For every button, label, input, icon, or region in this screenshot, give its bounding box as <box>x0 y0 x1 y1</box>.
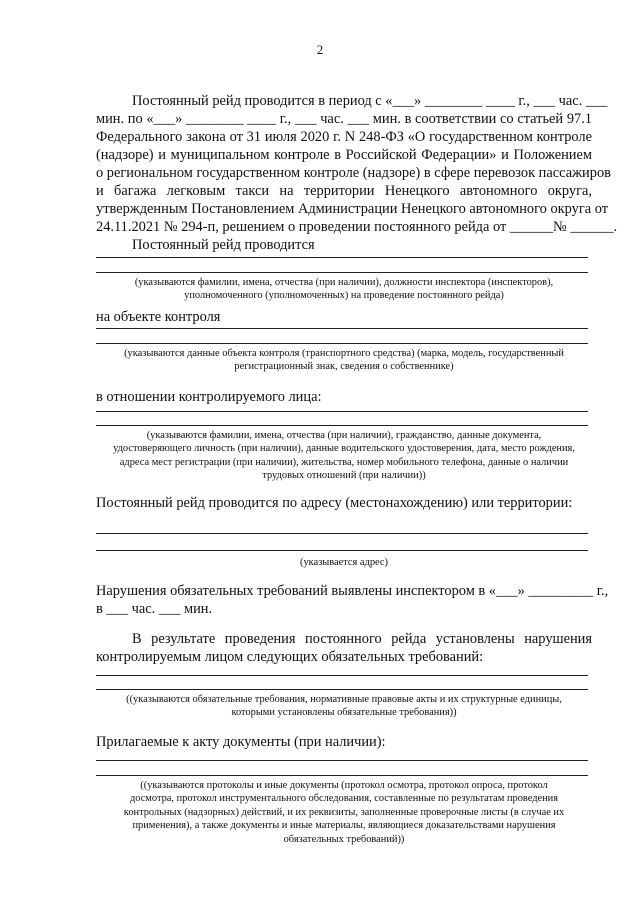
intro-line: мин. по «___» ________ ____ г., ___ час. ___ мин. в соответствии со статьей 97.1 <box>96 111 592 127</box>
object-label: на объекте контроля <box>96 309 221 325</box>
person-fill-line <box>96 411 588 412</box>
inspectors-fill-line <box>96 257 588 258</box>
attachments-fill-line <box>96 760 588 761</box>
violations-time-paragraph <box>96 582 609 618</box>
violations-time-line: Нарушения обязательных требований выявлены инспектором в «___» _________ г., <box>96 583 609 599</box>
person-label: в отношении контролируемого лица: <box>96 389 322 405</box>
intro-line: (надзоре) и муниципальном контроле в Российской Федерации» и Положением <box>96 147 592 163</box>
person-fill-line <box>96 425 588 426</box>
object-fill-line <box>96 343 588 344</box>
intro-line: Постоянный рейд проводится в период с «___» ________ ____ г., ___ час. ___ <box>132 93 608 109</box>
address-fill-line <box>96 533 588 534</box>
intro-paragraph <box>96 92 618 236</box>
result-fill-line <box>96 675 588 676</box>
intro-line: о региональном государственном контроле (надзоре) в сфере перевозок пассажиров <box>96 165 611 181</box>
address-label: Постоянный рейд проводится по адресу (местонахождению) или территории: <box>96 495 573 511</box>
intro-line: Федерального закона от 31 июля 2020 г. N 248-ФЗ «О государственном контроле <box>96 129 592 145</box>
object-caption: (указываются данные объекта контроля (транспортного средства) (марка, модель, государственный регистрационный знак, сведения о собственнике) <box>124 348 564 373</box>
person-caption: (указываются фамилии, имена, отчества (при наличии), гражданство, данные документа, удостоверяющего личность (при наличии), данные водительского удостоверения, дата, место рождения, адреса мест регистрации (при наличии), жительства, номер мобильного телефона, данные о наличии трудовых отношений (при наличии)) <box>113 430 575 482</box>
attachments-caption: ((указываются протоколы и иные документы (протокол осмотра, протокол опроса, протокол досмотра, протокол инструментального обследования, составленные по результатам проведения контрольных (надзорных) действий, и их реквизиты, заполненные проверочные листы (в случае их применения), а также документы и иные материалы, являющиеся доказательствами нарушения обязательных требований)) <box>123 780 565 845</box>
inspectors-label: Постоянный рейд проводится <box>132 237 315 253</box>
inspectors-fill-line <box>96 272 588 273</box>
violations-time-line: в ___ час. ___ мин. <box>96 601 213 617</box>
result-line: контролируемым лицом следующих обязательных требований: <box>96 649 484 665</box>
address-fill-line <box>96 550 588 551</box>
result-line: В результате проведения постоянного рейда установлены нарушения <box>132 631 592 647</box>
result-fill-line <box>96 689 588 690</box>
address-caption: (указывается адрес) <box>300 557 388 568</box>
page-number: 2 <box>316 42 324 57</box>
intro-line: и багажа легковым такси на территории Ненецкого автономного округа, <box>96 183 592 199</box>
inspectors-caption: (указываются фамилии, имена, отчества (при наличии), должности инспектора (инспекторов), уполномоченного (уполномоченных) на проведение постоянного рейда) <box>134 277 554 302</box>
object-fill-line <box>96 328 588 329</box>
result-paragraph <box>96 630 592 666</box>
attachments-label: Прилагаемые к акту документы (при наличии): <box>96 734 386 750</box>
intro-line: 24.11.2021 № 294-п, решением о проведении постоянного рейда от ______№ ______. <box>96 219 618 235</box>
attachments-fill-line <box>96 775 588 776</box>
intro-line: утвержденным Постановлением Администрации Ненецкого автономного округа от <box>96 201 609 217</box>
result-caption: ((указываются обязательные требования, нормативные правовые акты и их структурные единицы, которыми установлены обязательные требования)) <box>126 694 562 719</box>
